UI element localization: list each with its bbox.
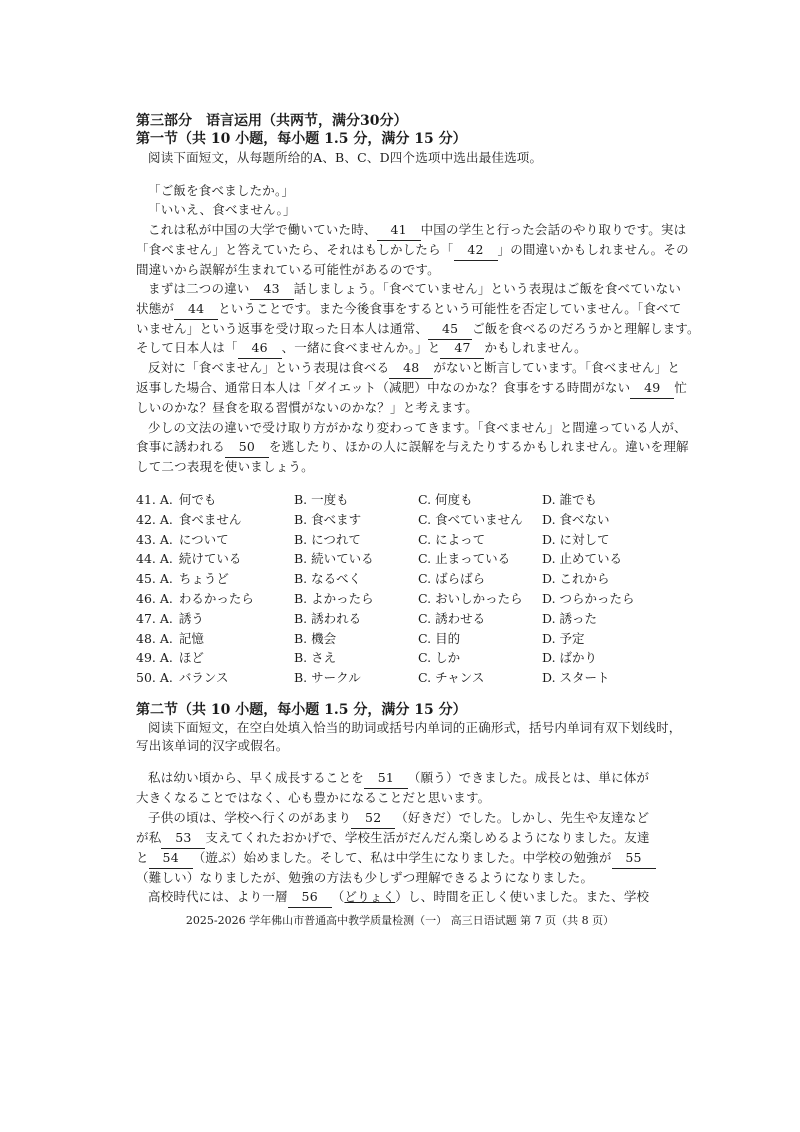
option-c[interactable]: C. 食べていません (418, 511, 523, 527)
option-c[interactable]: C. チャンス (418, 670, 485, 686)
passage-line: 少しの文法の違いで受け取り方がかなり変わってきます。「食べません」と間違っている人が、 (148, 420, 687, 435)
text: まずは二つの違い (148, 281, 250, 296)
passage-line: して二つ表現を使いましょう。 (136, 459, 314, 474)
blank-53[interactable]: 53 (161, 828, 205, 849)
passage2-line (136, 848, 656, 869)
option-a-text: バランス (178, 670, 229, 686)
part2-instruction: 写出该单词的汉字或假名。 (136, 738, 289, 753)
option-d[interactable]: D. 誰でも (542, 492, 598, 507)
option-b[interactable]: B. 続いている (294, 551, 374, 567)
passage-line (148, 358, 680, 379)
text: がないと断言しています。「食べません」と (433, 360, 681, 375)
question-number: 46. A. (136, 591, 173, 606)
question-number: 42. A. (136, 511, 173, 527)
option-d[interactable]: D. これから (542, 571, 610, 587)
blank-42[interactable]: 42 (454, 240, 498, 261)
option-row (136, 629, 656, 649)
option-b[interactable]: B. 食べます (294, 511, 362, 527)
passage-line (148, 220, 686, 241)
option-b[interactable]: B. につれて (294, 531, 361, 547)
option-d[interactable]: D. ばかり (542, 650, 598, 666)
option-row (136, 648, 656, 668)
double-underlined-word: どりょく (344, 889, 396, 904)
option-row (136, 668, 656, 688)
question-number: 44. A. (136, 551, 173, 567)
text: いません」という返事を受け取った日本人は通常、 (136, 321, 429, 336)
page-footer: 2025-2026 学年佛山市普通高中教学质量检测（一） 高三日语试题 第 7 页（共 8 页） (185, 914, 615, 927)
option-a[interactable] (136, 569, 229, 589)
text: これは私が中国の大学で働いていた時、 (148, 222, 377, 237)
blank-45[interactable]: 45 (428, 319, 472, 340)
blank-49[interactable]: 49 (630, 378, 674, 399)
text: （ (331, 889, 345, 904)
text: かもしれません。 (484, 340, 587, 355)
passage-line: 間違いから誤解が生まれている可能性があるのです。 (136, 262, 440, 277)
text: ）し、時間を正しく使いました。また、学校 (395, 889, 650, 904)
option-b[interactable]: B. 機会 (294, 630, 337, 646)
question-number: 47. A. (136, 610, 173, 626)
option-b[interactable]: B. 誘われる (294, 610, 362, 626)
option-c[interactable]: C. 目的 (418, 630, 461, 646)
question-number: 49. A. (136, 650, 173, 666)
option-a-text: ちょうど (178, 571, 229, 587)
text: ご飯を食べるのだろうかと理解します。 (472, 321, 700, 336)
text: が私 (136, 830, 162, 845)
question-number: 45. A. (136, 571, 173, 587)
part2-title: 第二节（共 10 小题，每小题 1.5 分，满分 15 分） (136, 702, 467, 718)
text: （願う）できました。成長とは、単に体が (407, 770, 650, 785)
option-d[interactable]: D. 食べない (542, 511, 610, 527)
text: 」の間違いかもしれません。その (497, 242, 689, 257)
passage-line (136, 378, 687, 399)
blank-56[interactable]: 56 (288, 887, 332, 908)
text: そして日本人は「 (136, 340, 238, 355)
text: 支えてくれたおかげで、学校生活がだんだん楽しめるようになりました。友達 (205, 830, 650, 845)
option-d[interactable]: D. スタート (542, 670, 610, 686)
passage2-line (148, 768, 649, 789)
text: 状態が (136, 301, 175, 316)
text: 子供の頃は、学校へ行くのがあまり (148, 810, 352, 825)
passage-line (136, 299, 682, 320)
question-number: 43. A. (136, 531, 173, 547)
option-a[interactable] (136, 629, 204, 649)
blank-54[interactable]: 54 (149, 848, 193, 869)
option-a-text: 誘う (178, 610, 204, 626)
option-a-text: ほど (178, 650, 204, 666)
text: 「食べません」と答えていたら、それはもしかしたら「 (136, 242, 454, 257)
part1-instruction: 阅读下面短文，从每题所给的A、B、C、D四个选项中选出最佳选项。 (148, 150, 543, 165)
text: （遊ぶ）始めました。そして、私は中学生になりました。中学校の勉強が (192, 850, 612, 865)
text: 返事した場合、通常日本人は「ダイエット（减肥）中なのかな？食事をする時間がない (136, 380, 631, 395)
blank-55[interactable]: 55 (612, 848, 656, 869)
blank-50[interactable]: 50 (225, 437, 269, 458)
blank-46[interactable]: 46 (238, 338, 282, 359)
option-row (136, 589, 656, 609)
part2-instruction: 阅读下面短文，在空白处填入恰当的助词或括号内单词的正确形式，括号内单词有双下划线时， (148, 720, 682, 735)
option-a-text: について (178, 531, 229, 547)
option-a-text: 何でも (178, 492, 217, 507)
question-number: 50. A. (136, 670, 173, 686)
option-b[interactable]: B. サークル (294, 670, 361, 686)
passage2-line (136, 828, 650, 849)
dialog-line-1: 「ご飯を食べましたか。」 (148, 183, 295, 198)
option-b[interactable]: B. 一度も (294, 492, 349, 507)
section-title: 第三部分 语言运用（共两节，满分30分） (136, 113, 408, 129)
text: 忙 (674, 380, 688, 395)
blank-52[interactable]: 52 (351, 808, 395, 829)
option-a-text: 続けている (178, 551, 242, 567)
option-b[interactable]: B. なるべく (294, 571, 362, 587)
option-c[interactable]: C. しか (418, 650, 461, 666)
option-c[interactable]: C. 何度も (418, 492, 473, 507)
option-a[interactable] (136, 530, 229, 550)
text: ということです。また今後食事をするという可能性を否定していません。「食べて (218, 301, 682, 316)
passage-line (148, 279, 681, 300)
text: 反対に「食べません」という表現は食べる (148, 360, 390, 375)
passage-line (136, 338, 587, 359)
option-a-text: わるかったら (178, 591, 254, 606)
option-a[interactable] (136, 549, 241, 569)
option-c[interactable]: C. おいしかったら (418, 591, 523, 606)
option-row (136, 569, 656, 589)
option-c[interactable]: C. 誘わせる (418, 610, 486, 626)
passage2-line (148, 887, 649, 908)
blank-43[interactable]: 43 (250, 279, 294, 300)
option-a[interactable] (136, 510, 241, 530)
option-d[interactable]: D. 誘った (542, 610, 598, 626)
option-a[interactable] (136, 490, 216, 510)
text: を逃したり、ほかの人に誤解を与えたりするかもしれません。違いを理解 (268, 439, 689, 454)
text: 話しましょう。「食べていません」という表現はご飯を食べていない (293, 281, 682, 296)
option-row (136, 530, 656, 550)
text: 私は幼い頃から、早く成長することを (148, 770, 364, 785)
dialog-line-2: 「いいえ、食べません。」 (148, 202, 296, 217)
part1-title: 第一节（共 10 小题，每小题 1.5 分，满分 15 分） (136, 131, 467, 147)
text: （好きだ）でした。しかし、先生や友達など (395, 810, 650, 825)
passage2-line: （難しい）なりましたが、勉強の方法も少しずつ理解できるようになりました。 (136, 870, 594, 885)
option-d[interactable]: D. に対して (542, 531, 610, 547)
option-row (136, 549, 656, 569)
option-d[interactable]: D. 予定 (542, 630, 585, 646)
option-c[interactable]: C. 止まっている (418, 551, 511, 567)
text: 、一緒に食べませんか。」と (281, 340, 441, 355)
option-row (136, 510, 656, 530)
question-number: 48. A. (136, 630, 173, 646)
text: 中国の学生と行った会話のやり取りです。実は (420, 222, 687, 237)
option-c[interactable]: C. によって (418, 531, 486, 547)
blank-44[interactable]: 44 (174, 299, 218, 320)
option-a-text: 食べません (178, 511, 242, 527)
passage-line: しいのかな？昼食を取る習慣がないのかな？」と考えます。 (136, 400, 478, 415)
option-d[interactable]: D. 止めている (542, 551, 623, 567)
text: 高校時代には、より一層 (148, 889, 288, 904)
text: と (136, 850, 149, 865)
passage-line (136, 319, 700, 340)
option-a[interactable] (136, 648, 204, 668)
blank-51[interactable]: 51 (364, 768, 408, 789)
option-a[interactable] (136, 668, 229, 688)
blank-41[interactable]: 41 (377, 220, 421, 241)
blank-47[interactable]: 47 (440, 338, 484, 359)
option-b[interactable]: B. よかったら (294, 591, 374, 606)
option-d[interactable]: D. つらかったら (542, 591, 635, 606)
option-a[interactable] (136, 589, 254, 609)
question-number: 41. A. (136, 492, 173, 507)
passage2-line (148, 808, 649, 829)
text: 食事に誘われる (136, 439, 225, 454)
passage-line (136, 437, 689, 458)
option-row (136, 490, 656, 510)
option-c[interactable]: C. ばらばら (418, 571, 486, 587)
passage-line (136, 240, 689, 261)
option-a[interactable] (136, 609, 204, 629)
option-b[interactable]: B. さえ (294, 650, 337, 666)
passage2-line: 大きくなることではなく、心も豊かになることだと思います。 (136, 790, 491, 805)
option-a-text: 記憶 (178, 630, 204, 646)
blank-48[interactable]: 48 (389, 358, 433, 379)
option-row (136, 609, 656, 629)
